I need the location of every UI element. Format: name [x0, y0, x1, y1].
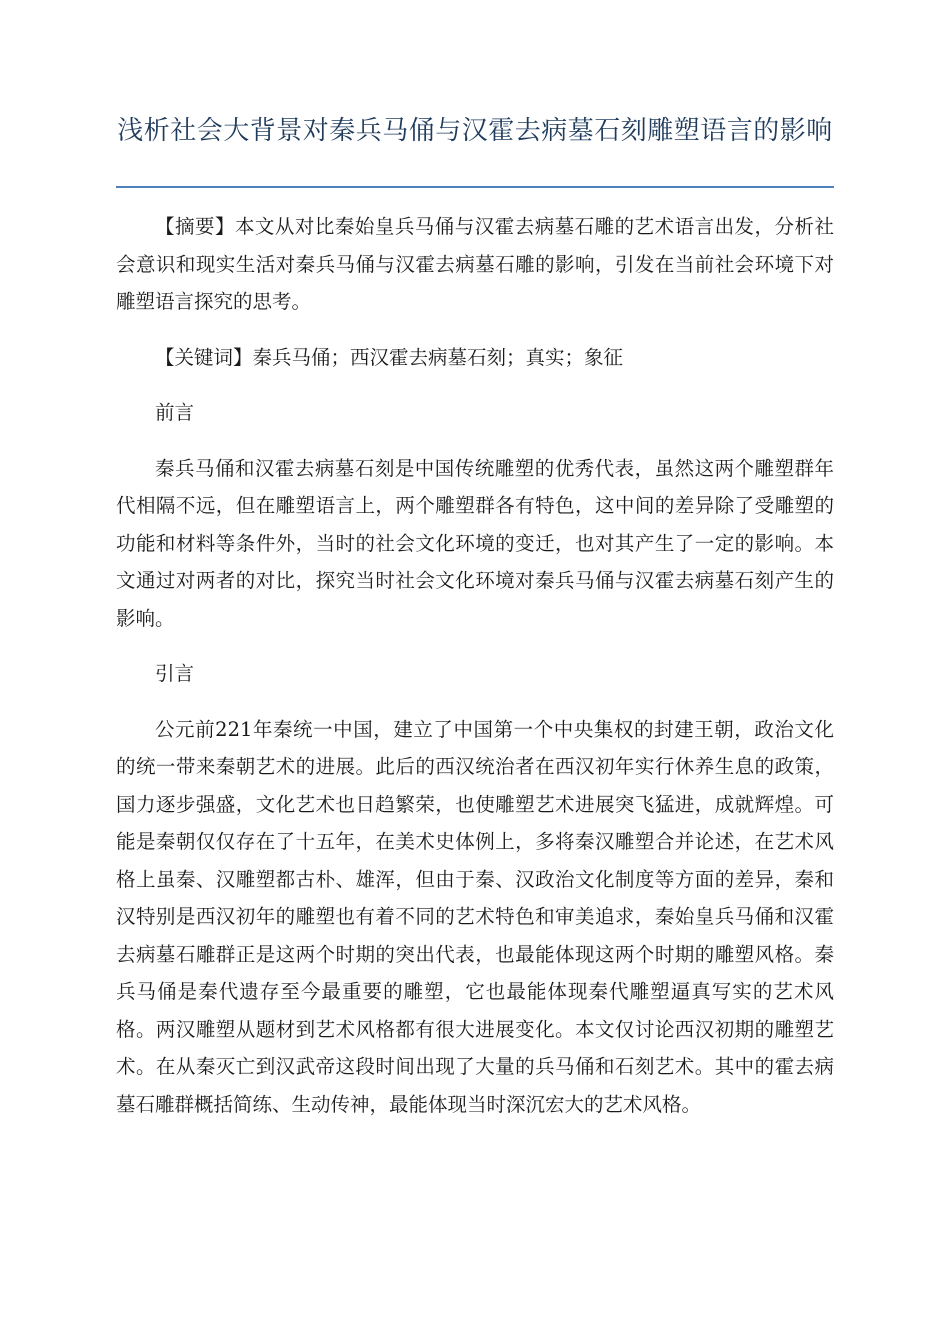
document-body — [116, 208, 834, 1141]
title-block — [116, 114, 834, 148]
document-title: 浅析社会大背景对秦兵马俑与汉霍去病墓石刻雕塑语言的影响 — [117, 116, 833, 146]
abstract-paragraph: 【摘要】本文从对比秦始皇兵马俑与汉霍去病墓石雕的艺术语言出发，分析社会意识和现实生活对秦兵马俑与汉霍去病墓石雕的影响，引发在当前社会环境下对雕塑语言探究的思考。 — [116, 215, 834, 313]
intro-heading: 引言 — [155, 662, 195, 685]
preface-heading: 前言 — [155, 401, 195, 424]
keywords-paragraph: 【关键词】秦兵马俑；西汉霍去病墓石刻；真实；象征 — [155, 345, 624, 369]
preface-paragraph: 秦兵马俑和汉霍去病墓石刻是中国传统雕塑的优秀代表，虽然这两个雕塑群年代相隔不远，但在雕塑语言上，两个雕塑群各有特色，这中间的差异除了受雕塑的功能和材料等条件外，当时的社会文化环境的变迁，也对其产生了一定的影响。本文通过对两者的对比，探究当时社会文化环境对秦兵马俑与汉霍去病墓石刻产生的影响。 — [116, 456, 834, 630]
title-divider — [116, 186, 834, 188]
intro-paragraph: 公元前221年秦统一中国，建立了中国第一个中央集权的封建王朝，政治文化的统一带来秦朝艺术的进展。此后的西汉统治者在西汉初年实行休养生息的政策，国力逐步强盛，文化艺术也日趋繁荣，也使雕塑艺术进展突飞猛进，成就辉煌。可能是秦朝仅仅存在了十五年，在美术史体例上，多将秦汉雕塑合并论述，在艺术风格上虽秦、汉雕塑都古朴、雄浑，但由于秦、汉政治文化制度等方面的差异，秦和汉特别是西汉初年的雕塑也有着不同的艺术特色和审美追求，秦始皇兵马俑和汉霍去病墓石雕群正是这两个时期的突出代表，也最能体现这两个时期的雕塑风格。秦兵马俑是秦代遗存至今最重要的雕塑，它也最能体现秦代雕塑逼真写实的艺术风格。两汉雕塑从题材到艺术风格都有很大进展变化。本文仅讨论西汉初期的雕塑艺术。在从秦灭亡到汉武帝这段时间出现了大量的兵马俑和石刻艺术。其中的霍去病墓石雕群概括简练、生动传神，最能体现当时深沉宏大的艺术风格。 — [116, 717, 834, 1116]
